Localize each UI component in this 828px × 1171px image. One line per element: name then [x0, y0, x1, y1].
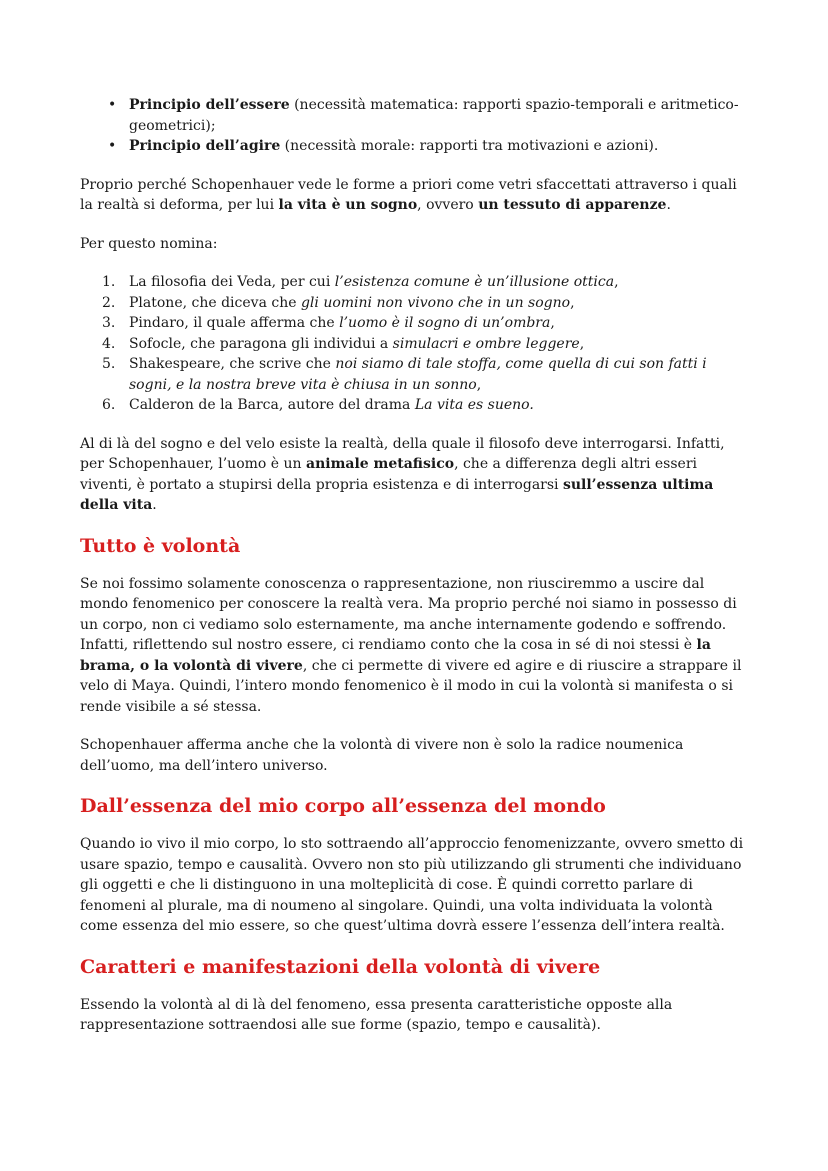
list-item: 4. Sofocle, che paragona gli individui a simulacri e ombre leggere,: [102, 335, 585, 352]
heading-characteristics: Caratteri e manifestazioni della volontà di vivere: [80, 955, 601, 978]
heading-body-world: Dall’essenza del mio corpo all’essenza del mondo: [80, 795, 606, 817]
list-item: [80, 95, 748, 136]
authors-list: [80, 272, 748, 416]
bullet-icon: •: [108, 97, 117, 113]
paragraph-intro-list: Per questo nomina:: [80, 235, 218, 252]
list-item: 2. Platone, che diceva che gli uomini non vivono che in un sogno,: [102, 294, 575, 311]
bullet-text: (necessità matematica: rapporti spazio-temporali e aritmetico-geometrici);: [129, 97, 739, 134]
heading-tutto-volonta: Tutto è volontà: [80, 534, 241, 557]
list-item: 3. Pindaro, il quale afferma che l’uomo è il sogno di un’ombra,: [102, 315, 555, 331]
bullet-bold: Principio dell’agire: [129, 138, 281, 154]
bullet-text: (necessità morale: rapporti tra motivazioni e azioni).: [280, 138, 659, 154]
paragraph-metaphysical-animal: Al di là del sogno e del velo esiste la realtà, della quale il filosofo deve interrogarsi. Infatti, per Schopenhauer, l’uomo è un animale metafisico, che a differenza degli altri esseri viventi, è portato a stupirsi della propria esistenza e di interrogarsi sull’essenza ultima della vita.: [80, 435, 725, 513]
bullet-bold: Principio dell’essere: [129, 97, 290, 113]
list-item: [80, 136, 748, 157]
paragraph-will-to-live: Se noi fossimo solamente conoscenza o rappresentazione, non riusciremmo a uscire dal mondo fenomenico per conoscere la realtà vera. Ma proprio perché noi siamo in possesso di un corpo, non ci vediamo solo esternamente, ma anche internamente godendo e soffrendo. Infatti, riflettendo sul nostro essere, ci rendiamo conto che la cosa in sé di noi stessi è la brama, o la volontà di vivere, che ci permette di vivere ed agire e di riuscire a strappare il velo di Maya. Quindi, l’intero mondo fenomenico è il modo in cui la volontà si manifesta o si rende visibile a sé stessa.: [80, 575, 742, 715]
list-item: 5. Shakespeare, che scrive che noi siamo di tale stoffa, come quella di cui son fatti i sogni, e la nostra breve vita è chiusa in un sonno,: [102, 356, 707, 393]
list-item: 6. Calderon de la Barca, autore del drama La vita es sueno.: [102, 397, 534, 413]
paragraph-body: Quando io vivo il mio corpo, lo sto sottraendo all’approccio fenomenizzante, ovvero smetto di usare spazio, tempo e causalità. Ovvero non sto più utilizzando gli strumenti che individuano gli oggetti e che li distinguono in una molteplicità di cose. È quindi corretto parlare di fenomeni al plurale, ma di noumeno al singolare. Quindi, una volta individuata la volontà come essenza del mio essere, so che quest’ultima dovrà essere l’essenza dell’intera realtà.: [80, 836, 744, 934]
paragraph-life-dream: Proprio perché Schopenhauer vede le forme a priori come vetri sfaccettati attraverso i quali la realtà si deforma, per lui la vita è un sogno, ovvero un tessuto di apparenze.: [80, 176, 737, 213]
paragraph-universe: Schopenhauer afferma anche che la volontà di vivere non è solo la radice noumenica dell’uomo, ma dell’intero universo.: [80, 737, 684, 774]
principles-list: [80, 95, 748, 157]
list-item: 1. La filosofia dei Veda, per cui l’esistenza comune è un’illusione ottica,: [102, 274, 619, 290]
paragraph-characteristics: Essendo la volontà al di là del fenomeno, essa presenta caratteristiche opposte alla rappresentazione sottraendosi alle sue forme (spazio, tempo e causalità).: [80, 996, 673, 1033]
bullet-icon: •: [108, 138, 117, 154]
